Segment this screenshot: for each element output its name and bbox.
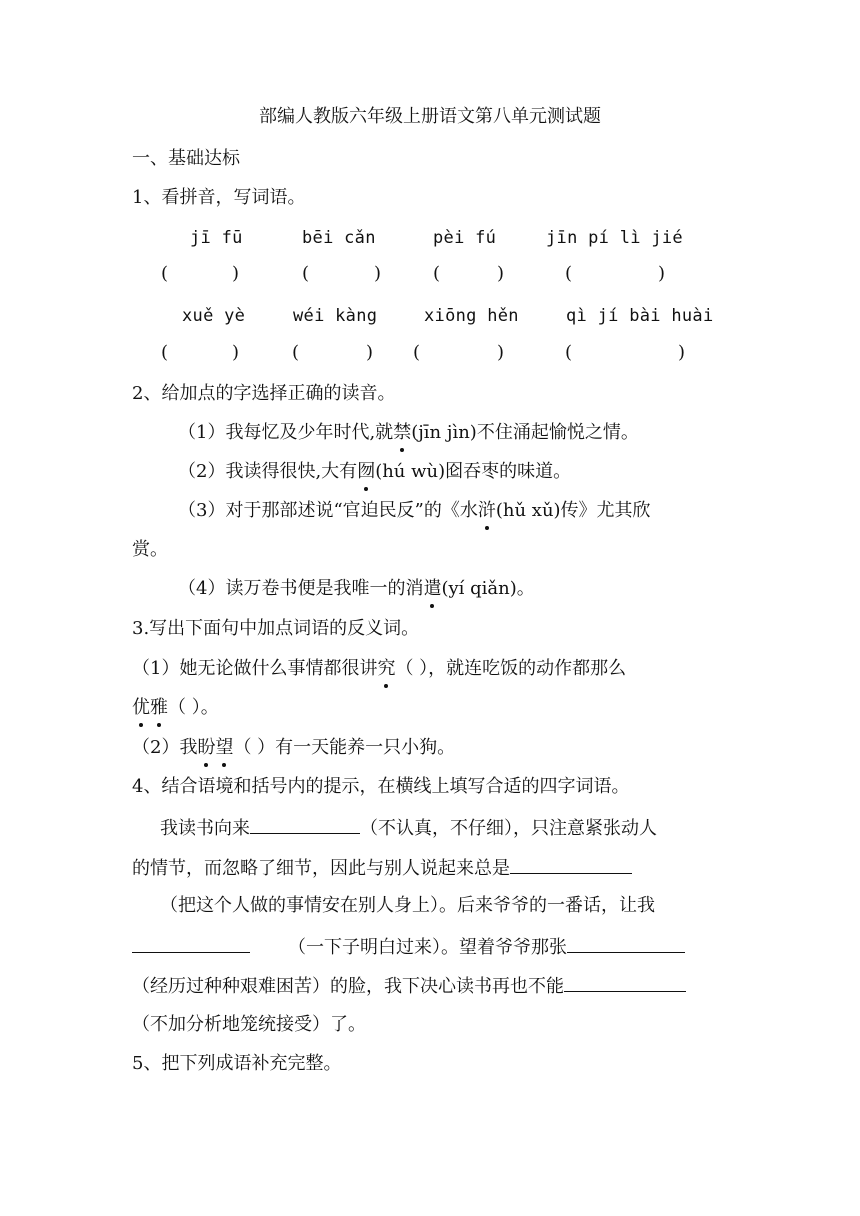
item-text: (yí qiǎn)。	[441, 578, 535, 599]
answer-bracket-close: )	[366, 342, 374, 363]
answer-bracket-open: (	[292, 342, 300, 363]
item-text: （ ），就连吃饭的动作都那么	[395, 658, 627, 679]
question-3-item-2	[132, 736, 455, 760]
fill-blank[interactable]	[250, 815, 360, 834]
passage-line-6: （不加分析地笼统接受）了。	[132, 1014, 366, 1035]
question-3-item-1-cont	[132, 696, 219, 720]
item-text: (hú wù)囵吞枣的味道。	[375, 461, 572, 482]
pinyin-item: xuě yè	[182, 306, 246, 326]
passage-text: （不认真，不仔细），只注意紧张动人	[360, 818, 657, 839]
dotted-char: 究	[377, 658, 396, 679]
answer-bracket-open: (	[161, 342, 169, 363]
question-2-item-3-cont: 赏。	[132, 539, 168, 560]
pinyin-item: qì jí bài huài	[566, 306, 714, 326]
answer-bracket-close: )	[374, 263, 382, 284]
passage-line-5	[132, 973, 686, 999]
pinyin-item: xiōng hěn	[424, 306, 519, 326]
item-text: (jīn jìn)不住涌起愉悦之情。	[411, 422, 639, 443]
answer-bracket-close: )	[497, 342, 505, 363]
question-1-label: 1、看拼音，写词语。	[132, 187, 306, 208]
fill-blank[interactable]	[510, 855, 632, 874]
answer-bracket-close: )	[232, 263, 240, 284]
passage-line-2	[132, 855, 632, 881]
answer-bracket-close: )	[497, 263, 505, 284]
answer-bracket-open: (	[302, 263, 310, 284]
passage-text: （一下子明白过来）。望着爷爷那张	[288, 937, 567, 958]
answer-bracket-open: (	[565, 263, 573, 284]
dotted-char: 望	[215, 737, 234, 758]
dotted-char: 盼	[197, 737, 216, 758]
question-2-item-1	[178, 421, 639, 445]
item-text: （4）读万卷书便是我唯一的消	[178, 578, 424, 599]
item-text: （3）对于那部述说“官迫民反”的《水	[178, 500, 478, 521]
answer-bracket-open: (	[161, 263, 169, 284]
fill-blank[interactable]	[132, 934, 250, 953]
dotted-char: 囫	[357, 461, 376, 482]
item-text: （2）我读得很快,大有	[178, 461, 358, 482]
question-4-label: 4、结合语境和括号内的提示，在横线上填写合适的四字词语。	[132, 776, 630, 797]
dotted-char: 遣	[423, 578, 442, 599]
answer-bracket-open: (	[565, 342, 573, 363]
question-2-label: 2、给加点的字选择正确的读音。	[132, 383, 396, 404]
pinyin-item: jī fū	[190, 228, 243, 248]
pinyin-item: jīn pí lì jié	[546, 228, 683, 248]
passage-text: （经历过种种艰难困苦）的脸，我下决心读书再也不能	[132, 976, 564, 997]
answer-bracket-close: )	[678, 342, 686, 363]
page-title: 部编人教版六年级上册语文第八单元测试题	[259, 106, 601, 127]
passage-line-4	[132, 934, 685, 960]
pinyin-item: pèi fú	[433, 228, 497, 248]
section-heading: 一、基础达标	[132, 148, 240, 169]
dotted-char: 浒	[477, 500, 496, 521]
fill-blank[interactable]	[567, 934, 685, 953]
dotted-char: 优	[132, 697, 150, 718]
pinyin-item: bēi cǎn	[302, 228, 376, 248]
dotted-char: 禁	[393, 422, 412, 443]
item-text: （ ）有一天能养一只小狗。	[233, 737, 456, 758]
answer-bracket-close: )	[658, 263, 666, 284]
answer-bracket-close: )	[232, 342, 240, 363]
item-text: (hǔ xǔ)传》尤其欣	[495, 500, 651, 521]
question-2-item-3	[178, 499, 651, 523]
item-text: （1）我每忆及少年时代,就	[178, 422, 394, 443]
passage-line-3: （把这个人做的事情安在别人身上）。后来爷爷的一番话，让我	[160, 895, 655, 916]
pinyin-item: wéi kàng	[293, 306, 378, 326]
question-3-label: 3.写出下面句中加点词语的反义词。	[132, 618, 420, 639]
question-3-item-1	[132, 657, 626, 681]
item-text: （ ）。	[168, 697, 219, 718]
passage-text: 我读书向来	[160, 818, 250, 839]
item-text: （2）我	[132, 737, 198, 758]
question-2-item-4	[178, 577, 535, 601]
fill-blank[interactable]	[564, 973, 686, 992]
item-text: （1）她无论做什么事情都很讲	[132, 658, 378, 679]
passage-line-1	[160, 815, 657, 841]
dotted-char: 雅	[150, 697, 168, 718]
question-2-item-2	[178, 460, 571, 484]
question-5-label: 5、把下列成语补充完整。	[132, 1053, 342, 1074]
answer-bracket-open: (	[413, 342, 421, 363]
answer-bracket-open: (	[433, 263, 441, 284]
passage-text: 的情节，而忽略了细节，因此与别人说起来总是	[132, 858, 510, 879]
